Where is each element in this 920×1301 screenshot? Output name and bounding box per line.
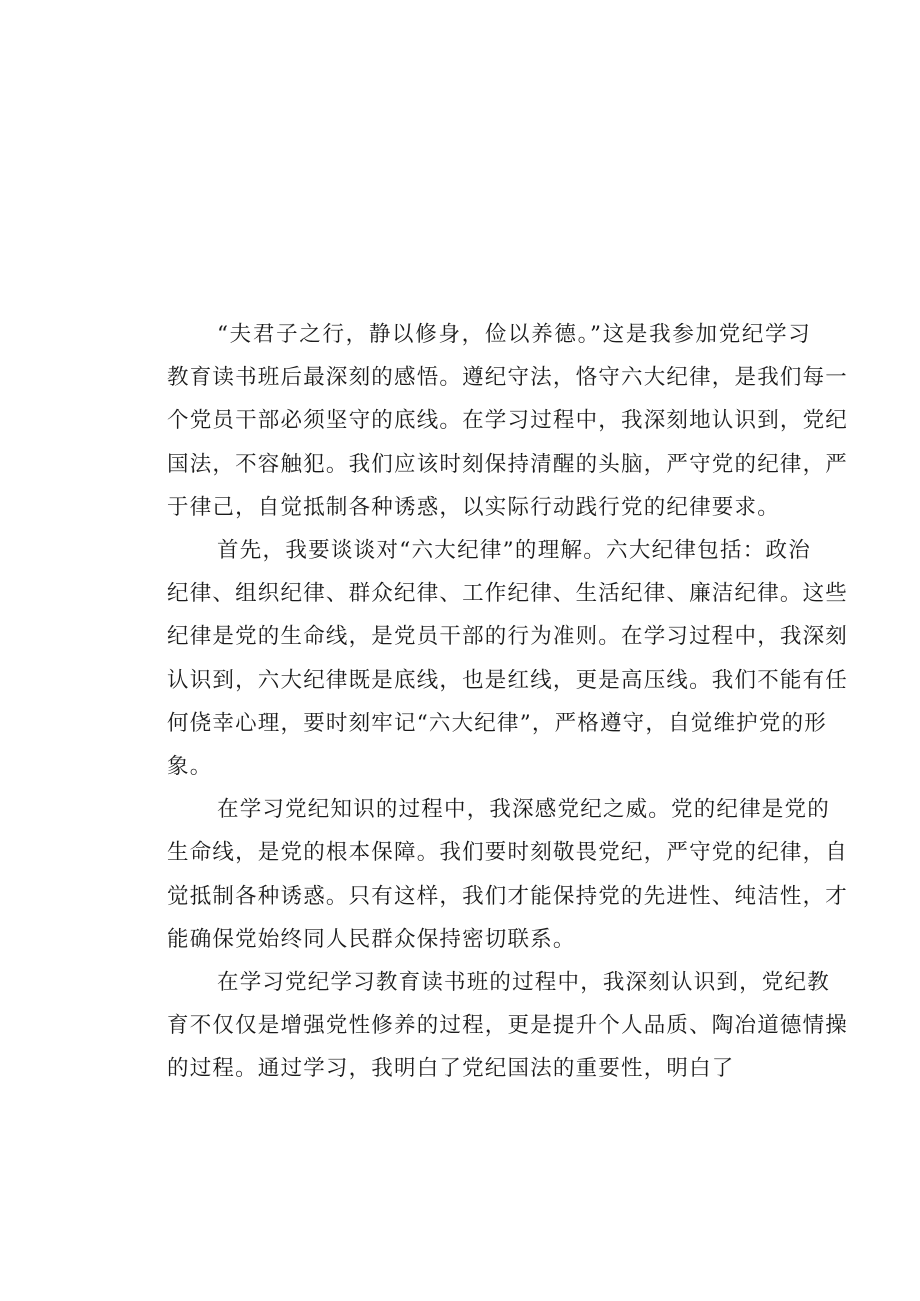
text-line: 个党员干部必须坚守的底线。在学习过程中，我深刻地认识到，党纪 <box>167 408 849 434</box>
paragraph-3 <box>124 788 849 961</box>
text-line: 国法，不容触犯。我们应该时刻保持清醒的头脑，严守党的纪律，严 <box>167 451 849 477</box>
text-line: 在学习党纪知识的过程中，我深感党纪之威。党的纪律是党的 <box>217 797 830 823</box>
paragraph-1 <box>124 313 849 529</box>
text-line: 教育读书班后最深刻的感悟。遵纪守法，恪守六大纪律，是我们每一 <box>167 365 849 391</box>
paragraph-2 <box>124 529 849 788</box>
text-line: 认识到，六大纪律既是底线，也是红线，更是高压线。我们不能有任 <box>167 667 849 693</box>
text-line: 何侥幸心理，要时刻牢记“六大纪律”，严格遵守，自觉维护党的形 <box>167 710 827 736</box>
text-line: 象。 <box>167 754 213 780</box>
text-line: 首先，我要谈谈对“六大纪律”的理解。六大纪律包括：政治 <box>217 538 811 564</box>
text-line: 生命线，是党的根本保障。我们要时刻敬畏党纪，严守党的纪律，自 <box>167 840 849 866</box>
text-line: 在学习党纪学习教育读书班的过程中，我深刻认识到，党纪教 <box>217 970 830 996</box>
text-line: 于律己，自觉抵制各种诱惑，以实际行动践行党的纪律要求。 <box>167 494 780 520</box>
text-line: 纪律是党的生命线，是党员干部的行为准则。在学习过程中，我深刻 <box>167 624 849 650</box>
text-line: “夫君子之行，静以修身，俭以养德。”这是我参加党纪学习 <box>217 322 811 347</box>
text-line: 纪律、组织纪律、群众纪律、工作纪律、生活纪律、廉洁纪律。这些 <box>167 581 849 607</box>
text-line: 的过程。通过学习，我明白了党纪国法的重要性，明白了 <box>167 1056 735 1082</box>
text-line: 能确保党始终同人民群众保持密切联系。 <box>167 926 576 952</box>
paragraph-4 <box>124 961 849 1091</box>
document-body <box>124 313 849 1091</box>
text-line: 育不仅仅是增强党性修养的过程，更是提升个人品质、陶冶道德情操 <box>167 1013 849 1039</box>
text-line: 觉抵制各种诱惑。只有这样，我们才能保持党的先进性、纯洁性，才 <box>167 883 849 909</box>
